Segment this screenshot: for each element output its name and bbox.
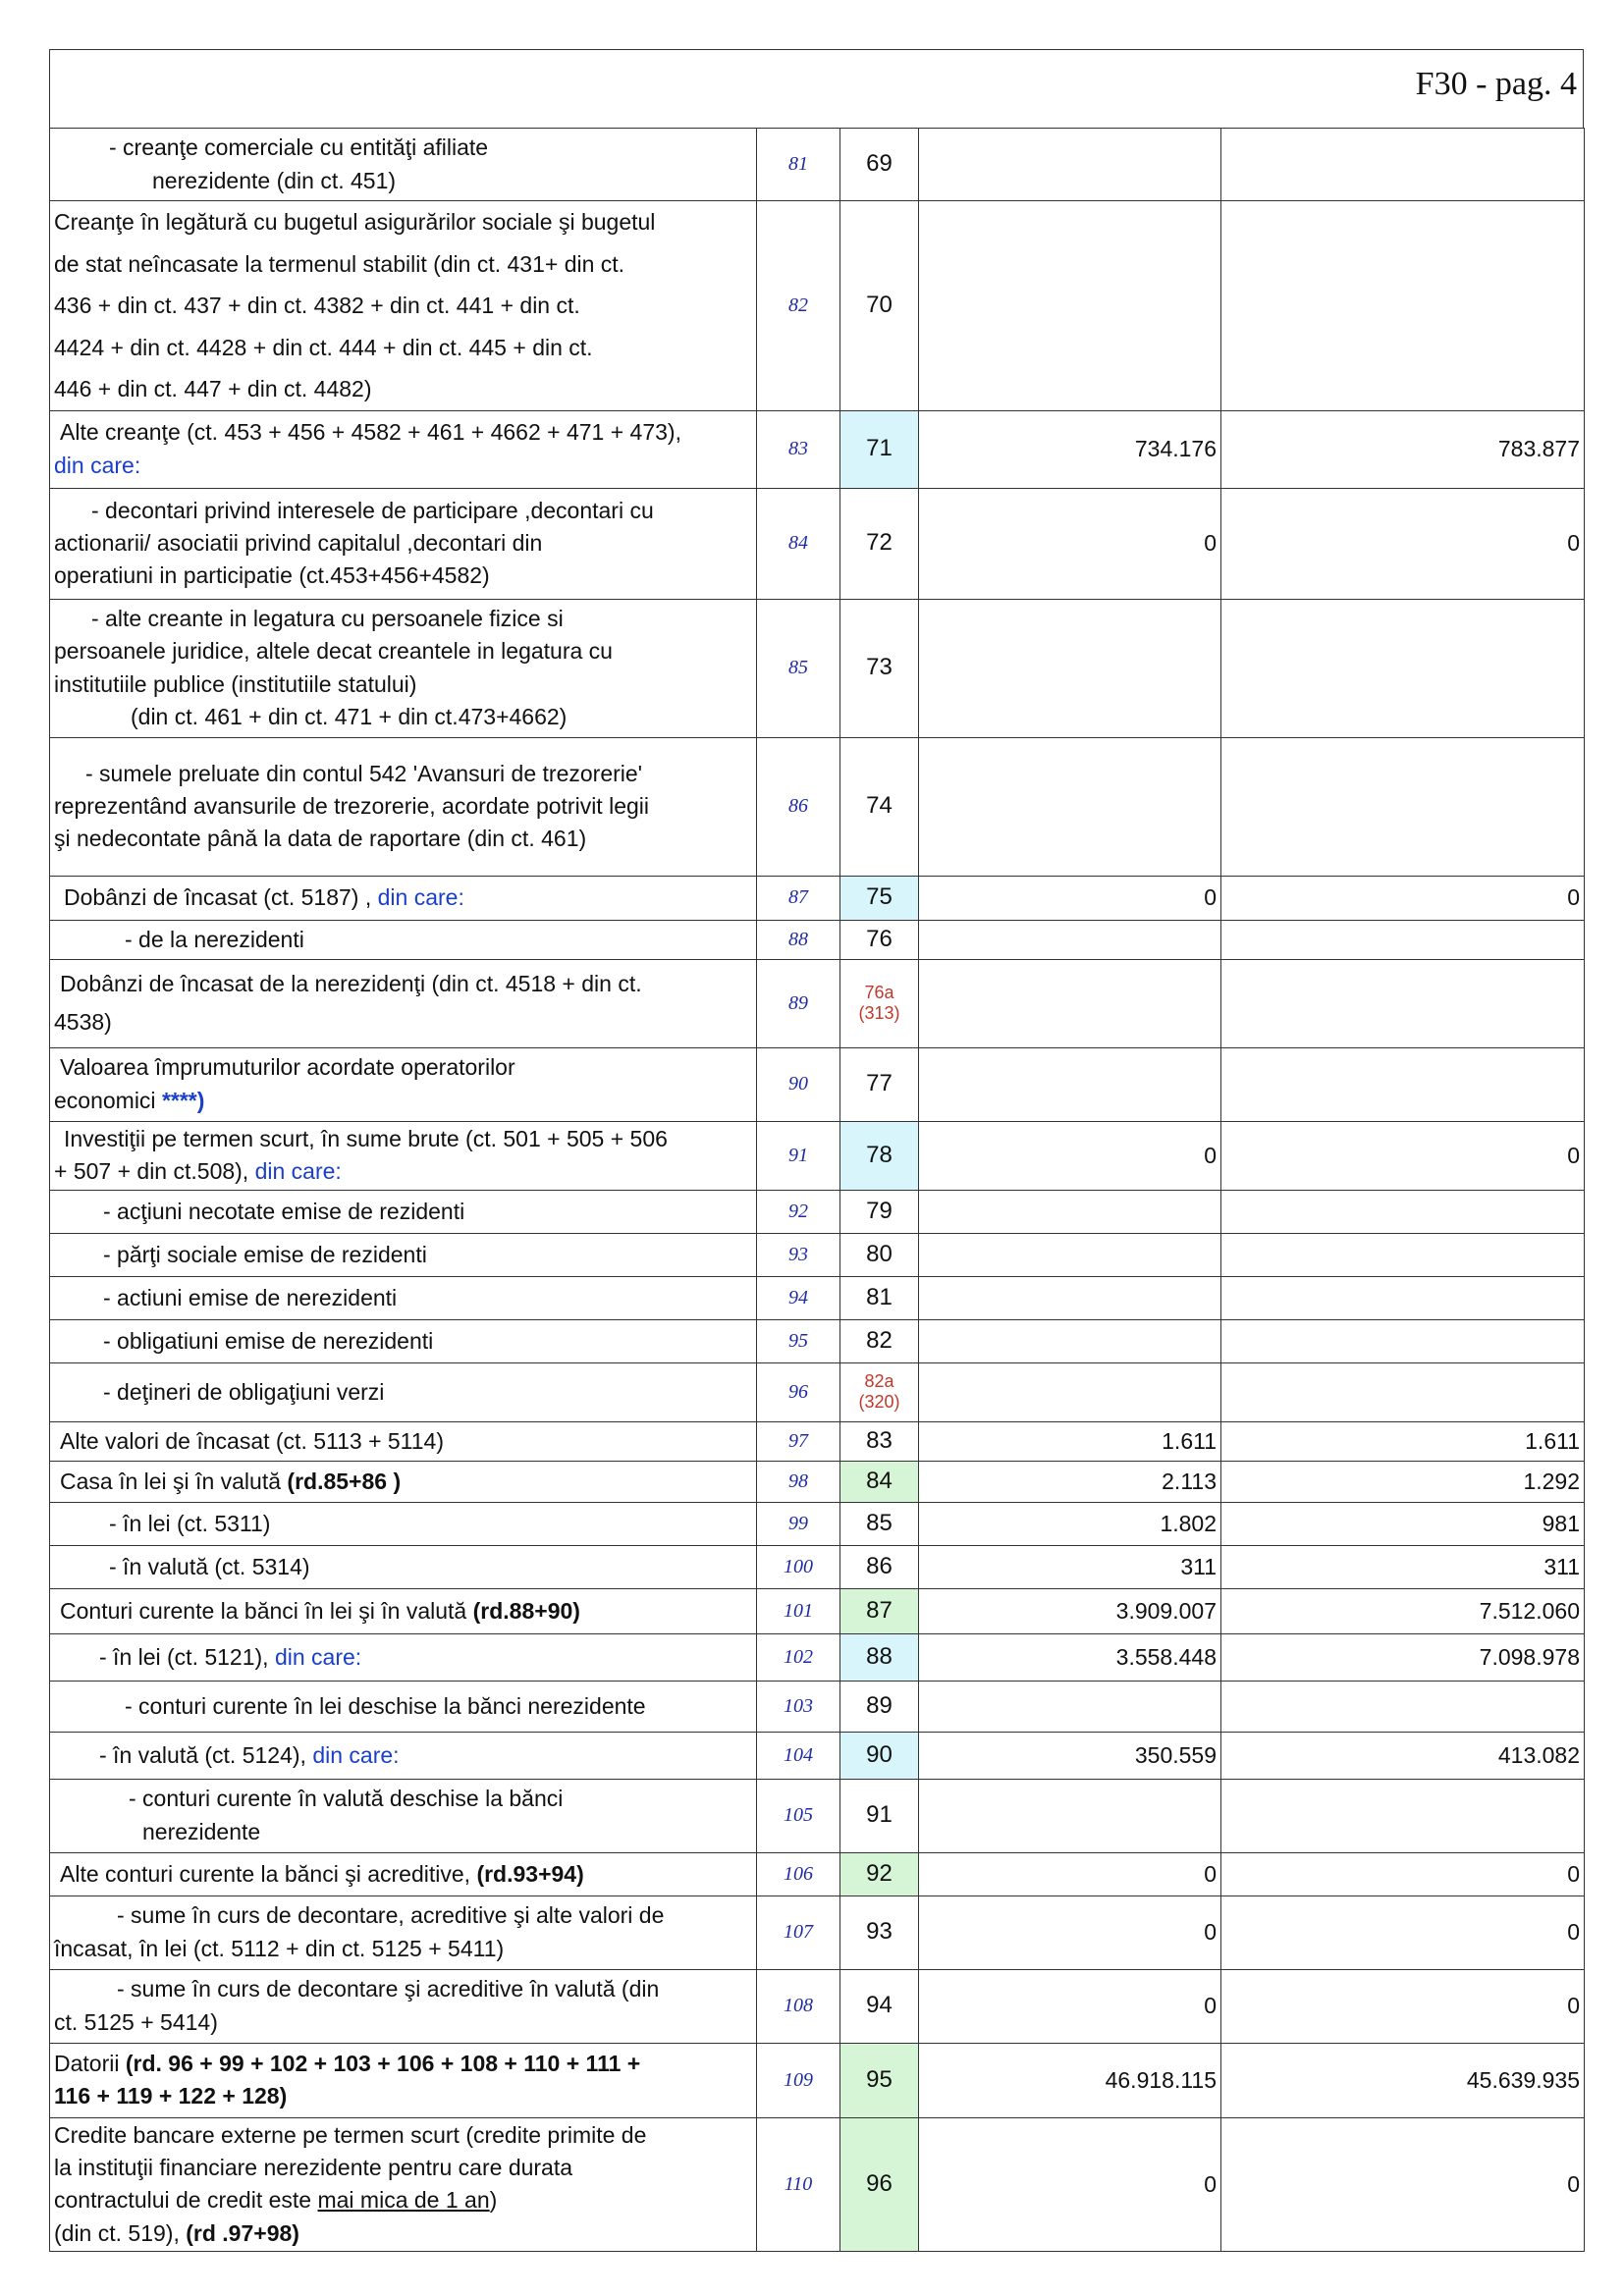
- table-row: [50, 1852, 1585, 1896]
- value-curr: [1221, 1319, 1585, 1362]
- row-label: - deţineri de obligaţiuni verzi: [50, 1362, 757, 1421]
- table-row: [50, 1588, 1585, 1633]
- row-index: 108: [757, 1969, 840, 2043]
- row-index: 103: [757, 1681, 840, 1732]
- row-index: 101: [757, 1588, 840, 1633]
- row-label: Casa în lei şi în valută (rd.85+86 ): [50, 1461, 757, 1502]
- row-label: Datorii (rd. 96 + 99 + 102 + 103 + 106 + 108 + 110 + 111 + 116 + 119 + 122 + 128): [50, 2043, 757, 2117]
- value-curr: 0: [1221, 1852, 1585, 1896]
- row-code: 69: [840, 129, 919, 201]
- row-index: 110: [757, 2117, 840, 2251]
- row-code: 75: [840, 876, 919, 920]
- row-index: 102: [757, 1633, 840, 1681]
- row-label: Creanţe în legătură cu bugetul asigurărilor sociale şi bugetul de stat neîncasate la termenul stabilit (din ct. 431+ din ct. 436 + din ct. 437 + din ct. 4382 + din ct. 441 + din ct. 4424 + din ct. 4428 + din ct. 444 + din ct. 445 + din ct. 446 + din ct. 447 + din ct. 4482): [50, 201, 757, 411]
- table-row: [50, 959, 1585, 1047]
- row-code: 76: [840, 920, 919, 959]
- table-row: [50, 599, 1585, 737]
- value-curr: [1221, 1362, 1585, 1421]
- table-row: [50, 1502, 1585, 1545]
- row-code: 77: [840, 1047, 919, 1121]
- row-code: 70: [840, 201, 919, 411]
- row-code: 94: [840, 1969, 919, 2043]
- value-prev: 0: [919, 1121, 1221, 1190]
- table-row: [50, 1969, 1585, 2043]
- row-label: - alte creante in legatura cu persoanele fizice si persoanele juridice, altele decat creantele in legatura cu institutiile publice (institutiile statului) (din ct. 461 + din ct. 471 + din ct.473+4662): [50, 599, 757, 737]
- value-prev: 3.558.448: [919, 1633, 1221, 1681]
- row-code: 82: [840, 1319, 919, 1362]
- table-row: [50, 1545, 1585, 1588]
- value-prev: 0: [919, 1896, 1221, 1969]
- value-prev: [919, 920, 1221, 959]
- value-curr: 0: [1221, 876, 1585, 920]
- row-code: 83: [840, 1421, 919, 1461]
- table-row: [50, 488, 1585, 599]
- row-index: 107: [757, 1896, 840, 1969]
- row-code: 87: [840, 1588, 919, 1633]
- table-row: [50, 201, 1585, 411]
- row-index: 90: [757, 1047, 840, 1121]
- row-index: 92: [757, 1190, 840, 1233]
- table-row: [50, 1732, 1585, 1779]
- table-row: [50, 1047, 1585, 1121]
- row-index: 84: [757, 488, 840, 599]
- value-prev: [919, 599, 1221, 737]
- value-curr: [1221, 1233, 1585, 1276]
- value-prev: 734.176: [919, 410, 1221, 488]
- table-row: [50, 2117, 1585, 2251]
- row-label: Alte creanţe (ct. 453 + 456 + 4582 + 461 + 4662 + 471 + 473), din care:: [50, 410, 757, 488]
- table-row: [50, 1319, 1585, 1362]
- value-curr: [1221, 959, 1585, 1047]
- row-label: - conturi curente în valută deschise la bănci nerezidente: [50, 1779, 757, 1852]
- value-curr: 1.292: [1221, 1461, 1585, 1502]
- value-curr: 0: [1221, 1969, 1585, 2043]
- row-index: 97: [757, 1421, 840, 1461]
- table-row: [50, 1681, 1585, 1732]
- row-code: 88: [840, 1633, 919, 1681]
- form-sheet: [49, 49, 1584, 2252]
- value-prev: 1.802: [919, 1502, 1221, 1545]
- value-prev: [919, 1047, 1221, 1121]
- row-index: 106: [757, 1852, 840, 1896]
- row-label: - sume în curs de decontare, acreditive şi alte valori de încasat, în lei (ct. 5112 + din ct. 5125 + 5411): [50, 1896, 757, 1969]
- value-prev: 0: [919, 876, 1221, 920]
- page-label: F30 - pag. 4: [1415, 66, 1577, 102]
- value-curr: [1221, 129, 1585, 201]
- row-label: Credite bancare externe pe termen scurt (credite primite de la instituţii financiare nerezidente pentru care durata contractului de credit este mai mica de 1 an) (din ct. 519), (rd .97+98): [50, 2117, 757, 2251]
- table-row: [50, 920, 1585, 959]
- value-curr: 0: [1221, 1121, 1585, 1190]
- row-index: 95: [757, 1319, 840, 1362]
- row-index: 100: [757, 1545, 840, 1588]
- value-curr: 413.082: [1221, 1732, 1585, 1779]
- row-index: 96: [757, 1362, 840, 1421]
- table-row: [50, 2043, 1585, 2117]
- value-curr: [1221, 1681, 1585, 1732]
- row-code: 89: [840, 1681, 919, 1732]
- row-label: - în valută (ct. 5314): [50, 1545, 757, 1588]
- value-curr: [1221, 1190, 1585, 1233]
- table-row: [50, 1779, 1585, 1852]
- value-prev: 311: [919, 1545, 1221, 1588]
- value-prev: 2.113: [919, 1461, 1221, 1502]
- value-curr: [1221, 201, 1585, 411]
- row-label: - actiuni emise de nerezidenti: [50, 1276, 757, 1319]
- value-curr: 7.512.060: [1221, 1588, 1585, 1633]
- table-row: [50, 410, 1585, 488]
- row-index: 109: [757, 2043, 840, 2117]
- value-prev: 0: [919, 2117, 1221, 2251]
- row-code: 81: [840, 1276, 919, 1319]
- value-prev: 1.611: [919, 1421, 1221, 1461]
- row-label: - părţi sociale emise de rezidenti: [50, 1233, 757, 1276]
- row-label: - conturi curente în lei deschise la bănci nerezidente: [50, 1681, 757, 1732]
- value-curr: [1221, 599, 1585, 737]
- value-prev: [919, 1276, 1221, 1319]
- table-row: [50, 1233, 1585, 1276]
- value-curr: 981: [1221, 1502, 1585, 1545]
- row-code: 85: [840, 1502, 919, 1545]
- row-label: - acţiuni necotate emise de rezidenti: [50, 1190, 757, 1233]
- row-index: 93: [757, 1233, 840, 1276]
- row-label: - în valută (ct. 5124), din care:: [50, 1732, 757, 1779]
- row-label: - creanţe comerciale cu entităţi afiliate nerezidente (din ct. 451): [50, 129, 757, 201]
- row-code: 76a (313): [840, 959, 919, 1047]
- value-curr: 0: [1221, 488, 1585, 599]
- page-header: [49, 49, 1584, 128]
- value-curr: 783.877: [1221, 410, 1585, 488]
- row-index: 105: [757, 1779, 840, 1852]
- table-row: [50, 1190, 1585, 1233]
- row-index: 86: [757, 737, 840, 876]
- value-prev: [919, 1190, 1221, 1233]
- row-index: 89: [757, 959, 840, 1047]
- value-curr: 311: [1221, 1545, 1585, 1588]
- row-code: 90: [840, 1732, 919, 1779]
- value-prev: [919, 201, 1221, 411]
- row-index: 83: [757, 410, 840, 488]
- value-prev: [919, 1681, 1221, 1732]
- row-code: 71: [840, 410, 919, 488]
- table-row: [50, 1461, 1585, 1502]
- row-label: Conturi curente la bănci în lei şi în valută (rd.88+90): [50, 1588, 757, 1633]
- row-index: 87: [757, 876, 840, 920]
- balance-table: [49, 128, 1585, 2252]
- value-prev: [919, 1779, 1221, 1852]
- row-code: 84: [840, 1461, 919, 1502]
- row-label: Dobânzi de încasat de la nerezidenţi (din ct. 4518 + din ct. 4538): [50, 959, 757, 1047]
- row-label: Dobânzi de încasat (ct. 5187) , din care:: [50, 876, 757, 920]
- value-prev: [919, 1362, 1221, 1421]
- row-label: Alte valori de încasat (ct. 5113 + 5114): [50, 1421, 757, 1461]
- row-index: 88: [757, 920, 840, 959]
- row-code: 79: [840, 1190, 919, 1233]
- value-prev: [919, 959, 1221, 1047]
- row-code: 82a (320): [840, 1362, 919, 1421]
- value-curr: 0: [1221, 2117, 1585, 2251]
- value-prev: 0: [919, 1852, 1221, 1896]
- row-code: 92: [840, 1852, 919, 1896]
- row-index: 98: [757, 1461, 840, 1502]
- row-index: 82: [757, 201, 840, 411]
- row-label: - sumele preluate din contul 542 'Avansuri de trezorerie' reprezentând avansurile de trezorerie, acordate potrivit legii şi nedecontate până la data de raportare (din ct. 461): [50, 737, 757, 876]
- value-curr: [1221, 737, 1585, 876]
- value-curr: 0: [1221, 1896, 1585, 1969]
- value-prev: [919, 1233, 1221, 1276]
- value-prev: 46.918.115: [919, 2043, 1221, 2117]
- table-row: [50, 1421, 1585, 1461]
- row-index: 81: [757, 129, 840, 201]
- row-label: - sume în curs de decontare şi acreditive în valută (din ct. 5125 + 5414): [50, 1969, 757, 2043]
- table-row: [50, 1121, 1585, 1190]
- value-curr: 7.098.978: [1221, 1633, 1585, 1681]
- row-index: 91: [757, 1121, 840, 1190]
- value-prev: 0: [919, 488, 1221, 599]
- value-curr: [1221, 1779, 1585, 1852]
- value-curr: [1221, 1276, 1585, 1319]
- table-row: [50, 1896, 1585, 1969]
- value-prev: 3.909.007: [919, 1588, 1221, 1633]
- value-prev: [919, 129, 1221, 201]
- row-code: 78: [840, 1121, 919, 1190]
- table-row: [50, 1276, 1585, 1319]
- value-curr: 45.639.935: [1221, 2043, 1585, 2117]
- row-label: Valoarea împrumuturilor acordate operatorilor economici ****): [50, 1047, 757, 1121]
- row-label: - decontari privind interesele de participare ,decontari cu actionarii/ asociatii privind capitalul ,decontari din operatiuni in participatie (ct.453+456+4582): [50, 488, 757, 599]
- table-row: [50, 129, 1585, 201]
- row-code: 80: [840, 1233, 919, 1276]
- table-row: [50, 1633, 1585, 1681]
- value-prev: 350.559: [919, 1732, 1221, 1779]
- row-code: 95: [840, 2043, 919, 2117]
- row-code: 91: [840, 1779, 919, 1852]
- row-label: - în lei (ct. 5121), din care:: [50, 1633, 757, 1681]
- row-label: - de la nerezidenti: [50, 920, 757, 959]
- row-label: Investiţii pe termen scurt, în sume brute (ct. 501 + 505 + 506 + 507 + din ct.508), din care:: [50, 1121, 757, 1190]
- value-curr: 1.611: [1221, 1421, 1585, 1461]
- table-row: [50, 876, 1585, 920]
- value-curr: [1221, 920, 1585, 959]
- value-prev: [919, 1319, 1221, 1362]
- row-label: - în lei (ct. 5311): [50, 1502, 757, 1545]
- table-row: [50, 737, 1585, 876]
- row-code: 73: [840, 599, 919, 737]
- value-curr: [1221, 1047, 1585, 1121]
- row-index: 104: [757, 1732, 840, 1779]
- row-code: 93: [840, 1896, 919, 1969]
- row-index: 94: [757, 1276, 840, 1319]
- value-prev: [919, 737, 1221, 876]
- row-code: 86: [840, 1545, 919, 1588]
- row-index: 99: [757, 1502, 840, 1545]
- row-code: 96: [840, 2117, 919, 2251]
- row-code: 72: [840, 488, 919, 599]
- row-label: Alte conturi curente la bănci şi acreditive, (rd.93+94): [50, 1852, 757, 1896]
- row-code: 74: [840, 737, 919, 876]
- row-label: - obligatiuni emise de nerezidenti: [50, 1319, 757, 1362]
- value-prev: 0: [919, 1969, 1221, 2043]
- row-index: 85: [757, 599, 840, 737]
- table-row: [50, 1362, 1585, 1421]
